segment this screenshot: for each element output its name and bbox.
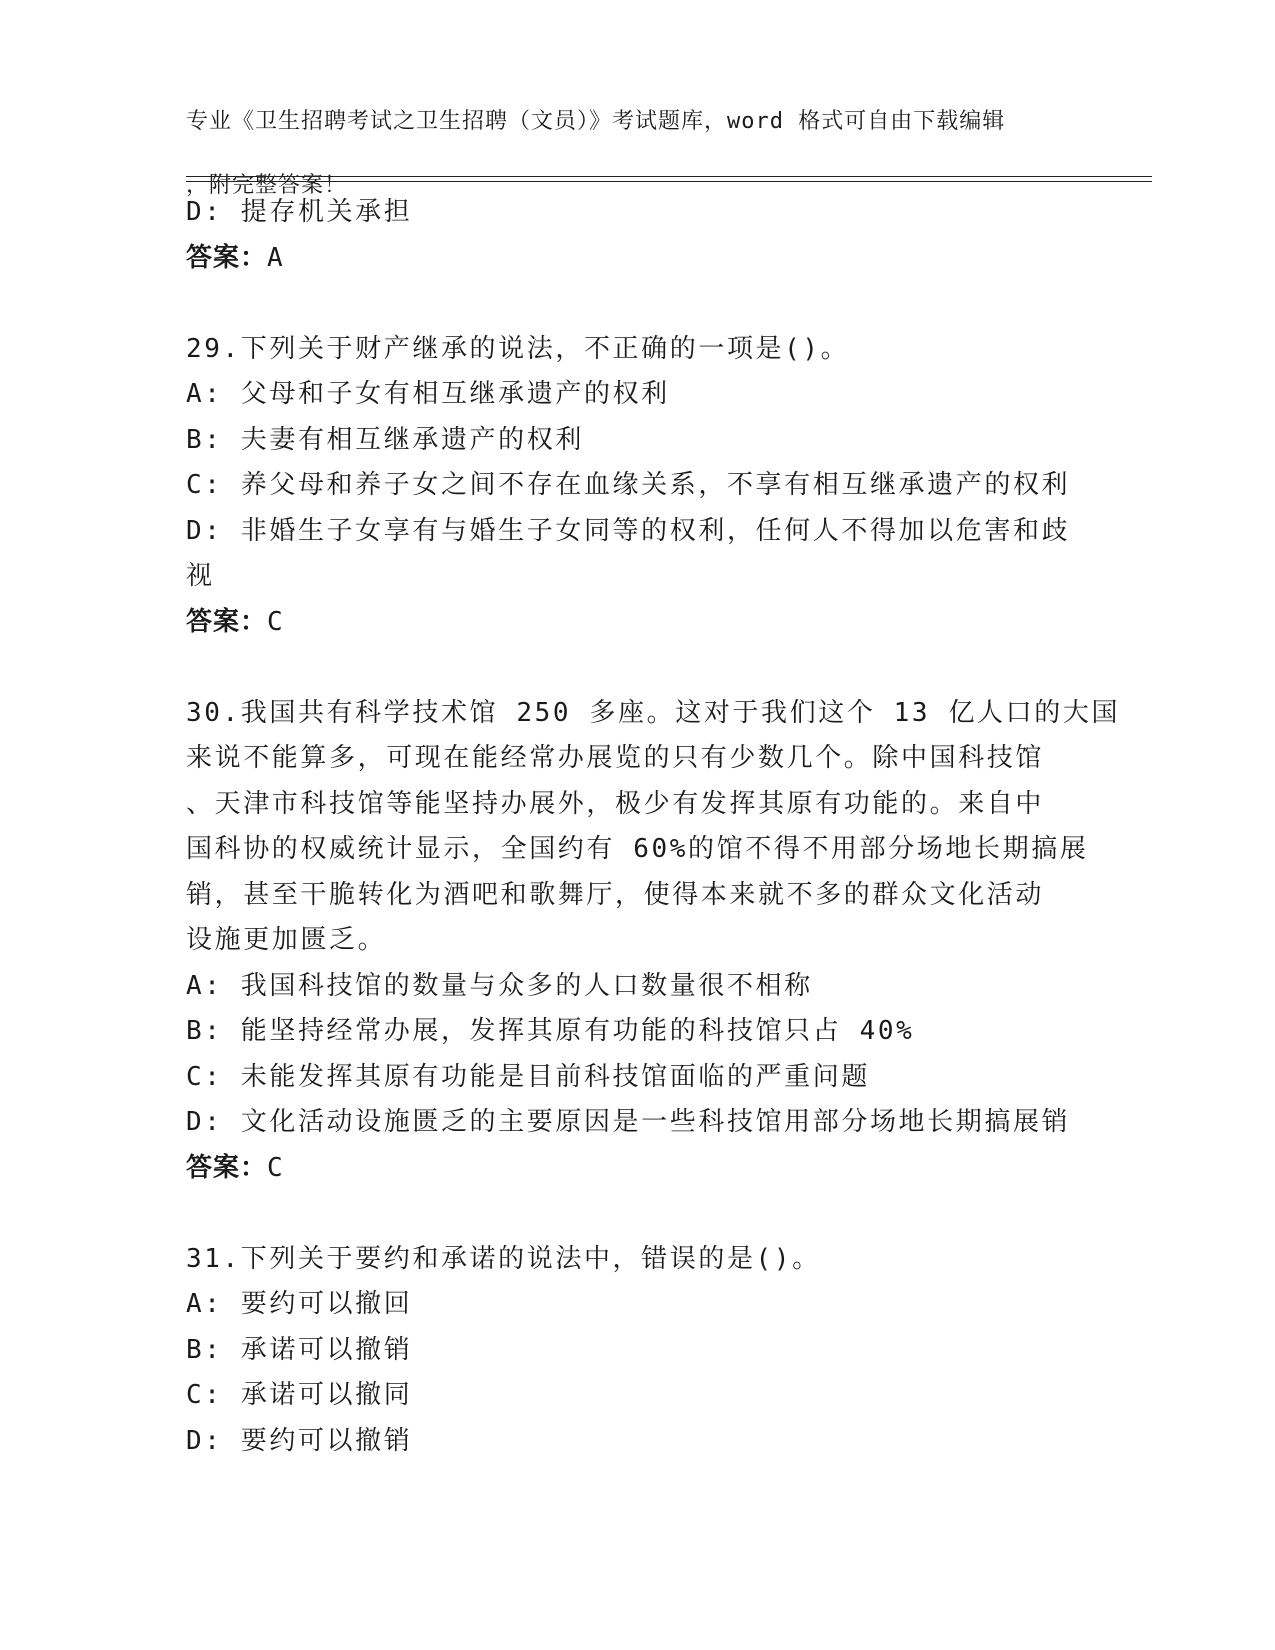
answer-label: 答案：	[186, 242, 268, 273]
option-d: D: 提存机关承担	[186, 197, 413, 227]
answer-label: 答案：	[186, 1152, 268, 1183]
option-c: C: 养父母和养子女之间不存在血缘关系，不享有相互继承遗产的权利	[186, 470, 1071, 500]
header-divider-bottom	[186, 181, 1152, 182]
option-a: A: 要约可以撤回	[186, 1289, 413, 1319]
option-d-line-2: 视	[186, 561, 215, 591]
spacer	[186, 1191, 1086, 1237]
option-b: B: 承诺可以撤销	[186, 1334, 413, 1365]
question-31	[186, 1237, 1086, 1465]
question-stem-line-2: 来说不能算多，可现在能经常办展览的只有少数几个。除中国科技馆	[186, 743, 1045, 773]
header-line-1: 专业《卫生招聘考试之卫生招聘（文员）》考试题库，word 格式可自由下载编辑	[186, 109, 1006, 134]
option-c: C: 承诺可以撤同	[186, 1380, 413, 1410]
spacer	[186, 281, 1086, 327]
question-30	[186, 691, 1121, 1192]
answer-line	[186, 600, 1086, 646]
question-29	[186, 327, 1086, 646]
option-b: B: 能坚持经常办展，发挥其原有功能的科技馆只占 40%	[186, 1016, 915, 1046]
question-stem: 29.下列关于财产继承的说法，不正确的一项是()。	[186, 333, 850, 364]
option-d-line-1: D: 非婚生子女享有与婚生子女同等的权利，任何人不得加以危害和歧	[186, 515, 1071, 546]
question-stem-line-1: 30.我国共有科学技术馆 250 多座。这对于我们这个 13 亿人口的大国	[186, 697, 1121, 728]
question-stem-line-6: 设施更加匮乏。	[186, 925, 387, 955]
question-stem: 31.下列关于要约和承诺的说法中，错误的是()。	[186, 1243, 821, 1274]
option-d: D: 要约可以撤销	[186, 1425, 413, 1456]
header-line-2: ，附完整答案！	[186, 173, 348, 198]
answer-label: 答案：	[186, 606, 268, 637]
answer-value: C	[267, 1152, 284, 1183]
spacer	[186, 645, 1086, 691]
question-stem-line-4: 国科协的权威统计显示，全国约有 60%的馆不得不用部分场地长期搞展	[186, 834, 1089, 864]
option-a: A: 父母和子女有相互继承遗产的权利	[186, 379, 670, 409]
answer-line	[186, 1146, 1086, 1192]
answer-line	[186, 236, 1086, 282]
question-stem-line-5: 销，甚至干脆转化为酒吧和歌舞厅，使得本来就不多的群众文化活动	[186, 879, 1045, 910]
option-c: C: 未能发挥其原有功能是目前科技馆面临的严重问题	[186, 1061, 870, 1092]
header-divider-top	[186, 176, 1152, 177]
answer-value: A	[267, 242, 284, 273]
question-stem-line-3: 、天津市科技馆等能坚持办展外，极少有发挥其原有功能的。来自中	[186, 788, 1045, 819]
answer-value: C	[267, 606, 284, 637]
option-d: D: 文化活动设施匮乏的主要原因是一些科技馆用部分场地长期搞展销	[186, 1107, 1071, 1137]
question-content	[186, 190, 1121, 1464]
question-28-tail	[186, 190, 1086, 281]
option-a: A: 我国科技馆的数量与众多的人口数量很不相称	[186, 970, 813, 1001]
option-b: B: 夫妻有相互继承遗产的权利	[186, 424, 584, 455]
